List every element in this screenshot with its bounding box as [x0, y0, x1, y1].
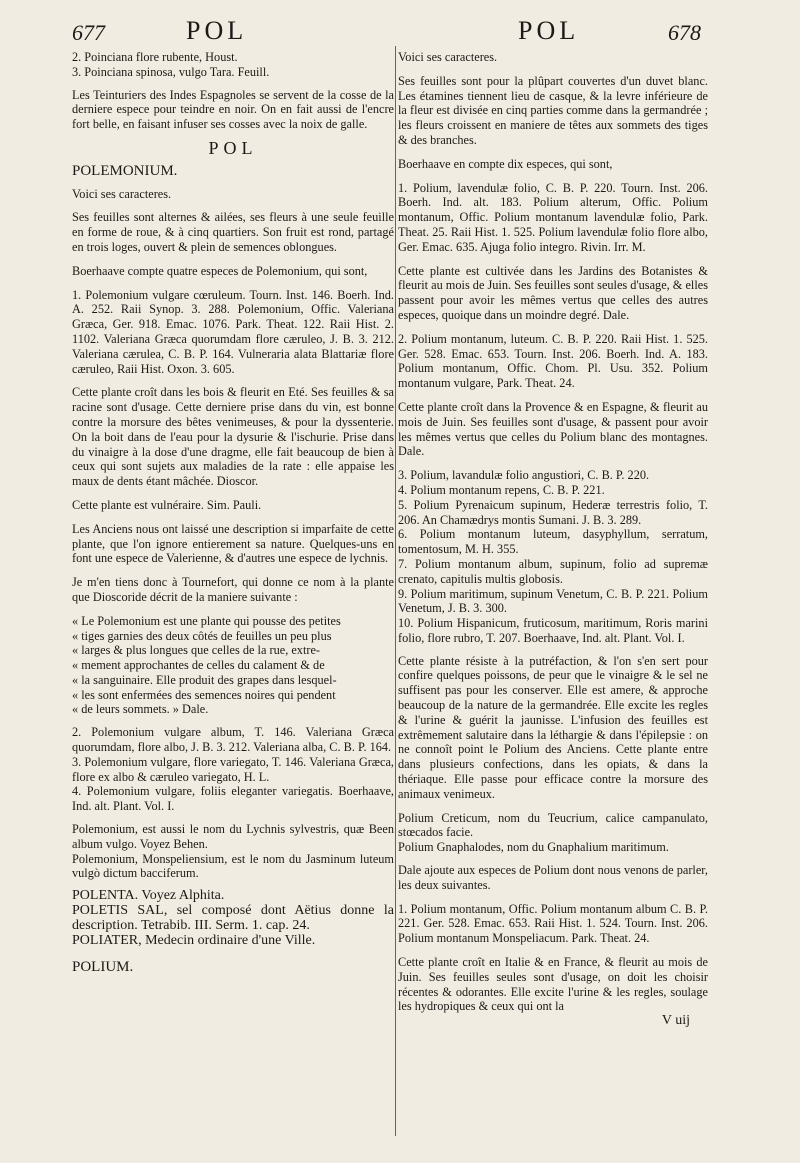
- cross-reference: Polium Gnaphalodes, nom du Gnaphalium maritimum.: [398, 840, 669, 855]
- quote-line: « mement approchantes de celles du calament & de: [72, 658, 325, 673]
- entry-polenta: POLENTA. Voyez Alphita.: [72, 888, 225, 904]
- species-entry: 3. Polemonium vulgare, flore variegato, T. 146. Valeriana Græca, flore ex albo & cæruleo variegato, H. L.: [72, 754, 394, 784]
- quote-line: « la sanguinaire. Elle produit des grapes dans lesquel-: [72, 672, 337, 687]
- paragraph-dale-ajoute: Dale ajoute aux especes de Polium dont nous venons de parler, les deux suivantes.: [398, 863, 708, 892]
- entry-heading-polium: POLIUM.: [72, 959, 134, 976]
- species-entry: 1. Polium montanum, Offic. Polium montanum album C. B. P. 221. Ger. 528. Emac. 653. Raii Hist. 1. 524. Tourn. Inst. 206. Polium montanum Monspeliacum. Park. Theat. 24.: [398, 901, 708, 946]
- entry-heading-polemonium: POLEMONIUM.: [72, 162, 178, 179]
- cross-reference: Polemonium, Monspeliensium, est le nom du Jasminum luteum vulgò dictum bacciferum.: [72, 851, 394, 881]
- paragraph-boerhaave: Boerhaave compte quatre especes de Polemonium, qui sont,: [72, 263, 368, 278]
- species-entry: 1. Polemonium vulgare cœruleum. Tourn. Inst. 146. Boerh. Ind. A. 252. Raii Synop. 3. 288. Polemonium, Offic. Valeriana Græca, Ger. 918. Emac. 1076. Park. Theat. 122. Raii Hist. 2. 1102. Valeriana Græca quorumdam flore cæruleo, J. B. 3. 212. Valeriana cærulea, C. B. P. 164. Vulneraria alata Blattariæ flore cæruleo, Raii Hist. Oxon. 3. 605.: [72, 287, 394, 376]
- cross-reference: Polium Creticum, nom du Teucrium, calice campanulato, stœcados facie.: [398, 810, 708, 840]
- paragraph-feuilles: Ses feuilles sont alternes & ailées, ses fleurs à une seule feuille en forme de roue, & à cinq quartiers. Son fruit est rond, partagé en trois loges, ouvert & plein de semences oblongues.: [72, 210, 394, 254]
- section-heading: POL: [208, 137, 258, 158]
- species-entry: 6. Polium montanum luteum, dasyphyllum, serratum, tomentosum, M. H. 355.: [398, 527, 708, 557]
- cross-reference: Polemonium, est aussi le nom du Lychnis sylvestris, quæ Been album vulgo. Voyez Behen.: [72, 822, 394, 851]
- list-item: 3. Poinciana spinosa, vulgo Tara. Feuill.: [72, 64, 270, 79]
- species-entry: 9. Polium maritimum, supinum Venetum, C. B. P. 221. Polium Venetum, J. B. 3. 300.: [398, 586, 708, 616]
- paragraph-italie: Cette plante croît en Italie & en France, & fleurit au mois de Juin. Ses feuilles seules sont d'usage, on doit les choisir récentes & odorantes. Elle excite l'urine & les regles, soulage les hydropiques & ceux qui ont la: [398, 955, 708, 1014]
- right-page-number: 678: [668, 20, 701, 45]
- species-entry: 1. Polium, lavendulæ folio, C. B. P. 220. Tourn. Inst. 206. Boerh. Ind. alt. 183. Polium alterum, Offic. Polium montanum, Offic. Polium montanum lavendulæ folio, Park. Theat. 25. Raii Hist. 1. 525. Polium lavendulæ folio flore albo, Ger. Emac. 635. Ajuga folio integro. Rivin. Irr. M.: [398, 180, 708, 254]
- paragraph-feuilles: Ses feuilles sont pour la plûpart couvertes d'un duvet blanc. Les étamines tiennent lieu de casque, & la levre inférieure de la fleur est divisée en cinq parties comme dans la germandrée ; les fleurs croissent en maniere de têtes aux sommets des tiges & des branches.: [398, 73, 708, 147]
- species-entry: 3. Polium, lavandulæ folio angustiori, C. B. P. 220.: [398, 468, 650, 483]
- quote-line: « larges & plus longues que celles de la rue, extre-: [72, 643, 321, 658]
- paragraph-cette-bois: Cette plante croît dans les bois & fleurit en Eté. Ses feuilles & sa racine sont d'usage. Cette derniere prise dans du vin, est bonne contre la morsure des bêtes venimeuses, & pour la dyssenterie. On la boit dans de l'eau pour la dysurie & l'ischurie. Prise dans du vinaigre à la dose d'une dragme, elle fait beaucoup de bien à ceux qui sont sujets aux maladies de la rate : elle appaise les maux de dents étant mâchée. Dioscor.: [72, 385, 394, 489]
- paragraph-voici: Voici ses caracteres.: [72, 186, 172, 201]
- paragraph-teinturiers: Les Teinturiers des Indes Espagnoles se servent de la cosse de la derniere espece pour teindre en noir. On en fait aussi de l'encre fort belle, en faisant infuser ses cosses avec la noix de galle.: [72, 87, 394, 132]
- quote-line: « les sont enfermées des semences noires qui pendent: [72, 687, 336, 702]
- species-entry: 4. Polium montanum repens, C. B. P. 221.: [398, 482, 605, 497]
- species-entry: 2. Polium montanum, luteum. C. B. P. 220. Raii Hist. 1. 525. Ger. 528. Emac. 653. Tourn. Inst. 206. Boerh. Ind. A. 183. Polium montanum, Offic. Chom. Pl. Usu. 352. Polium montanum vulgare, Park. Theat. 24.: [398, 331, 708, 391]
- signature-mark: V uij: [661, 1013, 690, 1029]
- quote-line: « Le Polemonium est une plante qui pousse des petites: [72, 613, 341, 628]
- left-running-head: POL: [186, 16, 248, 45]
- species-entry: 4. Polemonium vulgare, foliis eleganter variegatis. Boerhaave, Ind. alt. Plant. Vol. I.: [72, 784, 394, 814]
- paragraph-tournefort: Je m'en tiens donc à Tournefort, qui donne ce nom à la plante que Dioscoride décrit de la maniere suivante :: [72, 575, 394, 604]
- right-column: [398, 50, 708, 1038]
- entry-poliater: POLIATER, Medecin ordinaire d'une Ville.: [72, 932, 316, 948]
- left-column: [72, 50, 394, 983]
- species-entry: 10. Polium Hispanicum, fruticosum, maritimum, Roris marini folio, flore rubro, T. 207. Boerhaave, Ind. alt. Plant. Vol. I.: [398, 616, 708, 645]
- paragraph-vulneraire: Cette plante est vulnéraire. Sim. Pauli.: [72, 497, 262, 512]
- entry-poletis: POLETIS SAL, sel composé dont Aëtius donne la description. Tetrabib. III. Serm. 1. cap. 24.: [72, 903, 394, 933]
- species-entry: 2. Polemonium vulgare album, T. 146. Valeriana Græca quorumdam, flore albo, J. B. 3. 212. Valeriana alba, C. B. P. 164.: [72, 725, 394, 755]
- column-divider: [395, 46, 396, 1136]
- right-running-head: POL: [518, 16, 580, 45]
- species-entry: 5. Polium Pyrenaicum supinum, Hederæ terrestris folio, T. 206. An Chamædrys montis Sumani. J. B. 3. 289.: [398, 497, 708, 527]
- quotation-block: [72, 614, 394, 718]
- left-page-number: 677: [72, 20, 105, 45]
- paragraph-anciens: Les Anciens nous ont laissé une description si imparfaite de cette plante, que l'on ignore entierement sa nature. Quelques-uns en font une espece de Valerienne, & d'autres une espece de lychnis.: [72, 521, 394, 566]
- quote-line: « tiges garnies des deux côtés de feuilles un peu plus: [72, 628, 332, 643]
- list-item: 2. Poinciana flore rubente, Houst.: [72, 50, 238, 64]
- paragraph-voici: Voici ses caracteres.: [398, 50, 498, 64]
- paragraph-cultivee: Cette plante est cultivée dans les Jardins des Botanistes & fleurit au mois de Juin. Ses feuilles sont seules d'usage, & elles passent pour avoir les mêmes vertus que celles des autres especes, quoique dans un moindre degré. Dale.: [398, 263, 708, 322]
- paragraph-provence: Cette plante croît dans la Provence & en Espagne, & fleurit au mois de Juin. Ses feuilles sont d'usage, & passent pour avoir les mêmes vertus que celles du Polium blanc des montagnes. Dale.: [398, 399, 708, 459]
- paragraph-boerhaave: Boerhaave en compte dix especes, qui sont,: [398, 156, 613, 171]
- quote-line: « de leurs sommets. » Dale.: [72, 702, 209, 717]
- species-entry: 7. Polium montanum album, supinum, folio ad supremæ crenato, capitulis multis globosis.: [398, 556, 708, 586]
- paragraph-resiste: Cette plante résiste à la putréfaction, & l'on s'en sert pour confire quelques poissons, de peur que le vinaigre & le sel ne suffisent pas pour les conserver. Elle est amere, & approche beaucoup de la nature de la germandrée. Elle excite les regles & l'urine & guérit la jaunisse. L'infusion des feuilles est extrêmement salutaire dans la léthargie & dans l'épilepsie : on ne connoît point le Polium des Anciens. Cette plante entre dans plusieurs confections, dans les opiats, & dans la thériaque. Elle passe pour efficace contre la morsure des animaux venimeux.: [398, 653, 708, 801]
